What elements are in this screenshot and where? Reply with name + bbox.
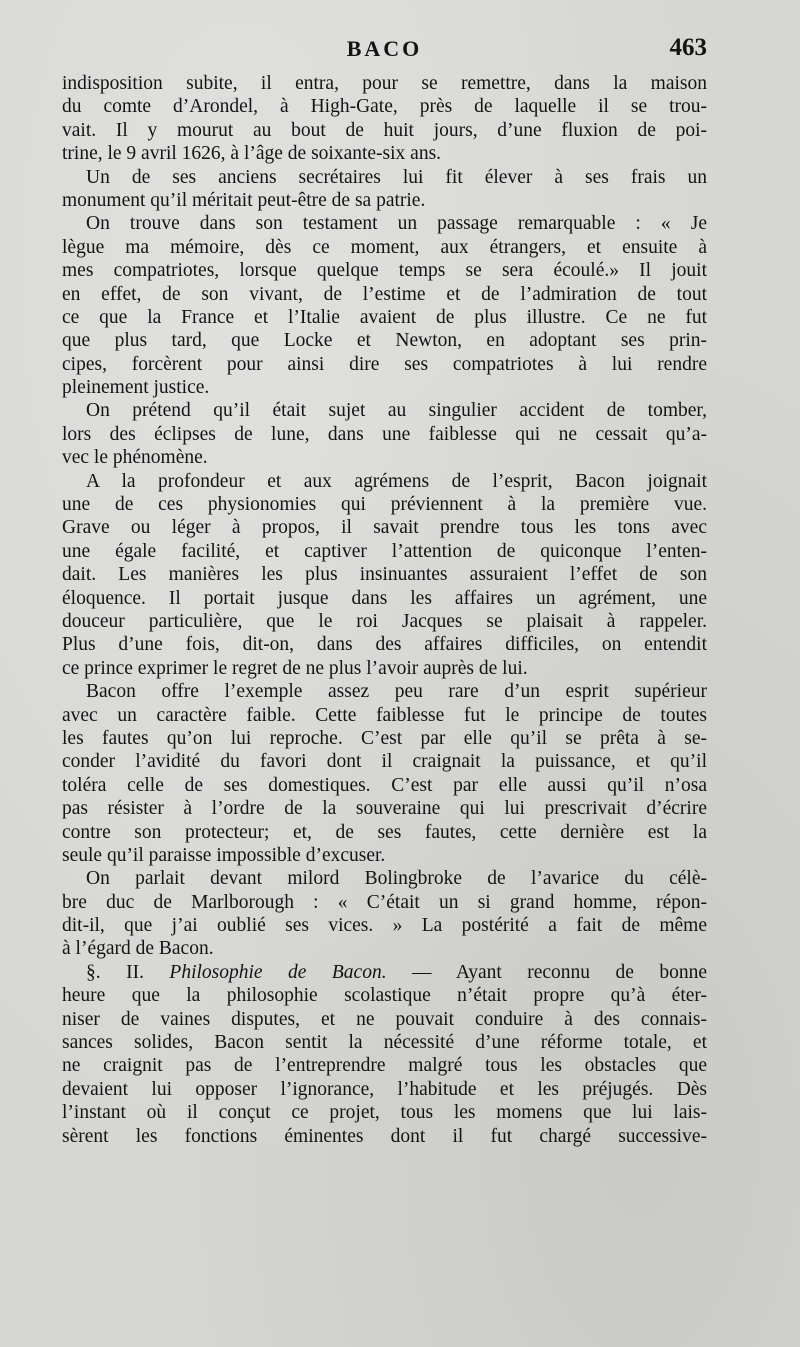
page-header [62,36,707,70]
text-line: une de ces physionomies qui préviennent à la première vue. [62,494,707,516]
text-line: On parlait devant milord Bolingbroke de l’avarice du célè- [86,868,707,890]
text-line: niser de vaines disputes, et ne pouvait conduire à des connais- [62,1008,707,1030]
paragraph [62,680,707,867]
text-line: éloquence. Il portait jusque dans les affaires un agrément, une [62,587,707,609]
section-heading-line [62,961,707,984]
text-line: trine, le 9 avril 1626, à l’âge de soixante-six ans. [62,143,442,165]
text-line: pas résister à l’ordre de la souveraine qui lui prescrivait d’écrire [62,798,707,820]
section-paragraph [62,961,707,1148]
text-line: mes compatriotes, lorsque quelque temps se sera écoulé.» Il jouit [62,260,707,282]
text-line: une égale facilité, et captiver l’attention de quiconque l’enten- [62,540,707,562]
text-line: bre duc de Marlborough : « C’était un si grand homme, répon- [62,891,707,913]
text-line: lors des éclipses de lune, dans une faiblesse qui ne cessait qu’a- [62,423,707,445]
text-line: vec le phénomène. [62,447,208,469]
paragraph [62,470,707,681]
text-line: Bacon offre l’exemple assez peu rare d’un esprit supérieur [86,681,707,703]
text-line: à l’égard de Bacon. [62,938,214,960]
text-line: A la profondeur et aux agrémens de l’esprit, Bacon joignait [86,470,707,492]
text-line: avec un caractère faible. Cette faiblesse fut le principe de toutes [62,704,707,726]
text-line: sèrent les fonctions éminentes dont il fut chargé successive- [62,1125,707,1147]
body-text [62,72,707,1148]
paragraph [62,166,707,213]
text-line: ne craignit pas de l’entreprendre malgré tous les obstacles que [62,1055,707,1077]
paragraph [62,72,707,166]
text-line: vait. Il y mourut au bout de huit jours, d’une fluxion de poi- [62,119,707,141]
paragraph [62,867,707,961]
paragraph [62,399,707,469]
paragraph [62,212,707,399]
text-line: contre son protecteur; et, de ses fautes, cette dernière est la [62,821,707,843]
text-line: ce prince exprimer le regret de ne plus l’avoir auprès de lui. [62,657,528,679]
page-number: 463 [669,34,707,61]
section-title: Philosophie de Bacon. [169,961,387,983]
text-line: Un de ses anciens secrétaires lui fit élever à ses frais un [86,166,707,188]
text-line: dit-il, que j’ai oublié ses vices. » La postérité a fait de même [62,915,707,937]
text-line: pleinement justice. [62,377,210,399]
running-head: BACO [346,36,423,61]
text-line: On trouve dans son testament un passage remarquable : « Je [86,213,707,235]
text-line: lègue ma mémoire, dès ce moment, aux étrangers, et ensuite à [62,236,707,258]
text-line: que plus tard, que Locke et Newton, en adoptant ses prin- [62,330,707,352]
text-line: les fautes qu’on lui reproche. C’est par elle qu’il se prêta à se- [62,727,707,749]
text-line: Plus d’une fois, dit-on, dans des affaires difficiles, on entendit [62,634,707,656]
text-line: cipes, forcèrent pour ainsi dire ses compatriotes à lui rendre [62,353,707,375]
text-line: sances solides, Bacon sentit la nécessité d’une réforme totale, et [62,1032,707,1054]
text-line: dait. Les manières les plus insinuantes assuraient l’effet de son [62,564,707,586]
text-line: l’instant où il conçut ce projet, tous les momens que lui lais- [62,1102,707,1124]
text-line: indisposition subite, il entra, pour se remettre, dans la maison [62,73,707,94]
text-line: heure que la philosophie scolastique n’était propre qu’à éter- [62,985,707,1007]
section-first-line-rest: — Ayant reconnu de bonne [412,961,707,983]
text-line: On prétend qu’il était sujet au singulier accident de tomber, [86,400,707,422]
text-line: Grave ou léger à propos, il savait prendre tous les tons avec [62,517,707,539]
text-line: seule qu’il paraisse impossible d’excuser. [62,844,386,866]
text-line: toléra celle de ses domestiques. C’est par elle aussi qu’il n’osa [62,774,707,796]
text-line: du comte d’Arondel, à High-Gate, près de laquelle il se trou- [62,96,707,118]
text-line: douceur particulière, que le roi Jacques se plaisait à rappeler. [62,610,707,632]
text-line: conder l’avidité du favori dont il craignait la puissance, et qu’il [62,751,707,773]
text-line: devaient lui opposer l’ignorance, l’habitude et les préjugés. Dès [62,1078,707,1100]
text-line: monument qu’il méritait peut-être de sa patrie. [62,189,426,211]
section-marker: §. II. [86,961,144,983]
text-line: en effet, de son vivant, de l’estime et de l’admiration de tout [62,283,707,305]
text-line: ce que la France et l’Italie avaient de plus illustre. Ce ne fut [62,306,707,328]
